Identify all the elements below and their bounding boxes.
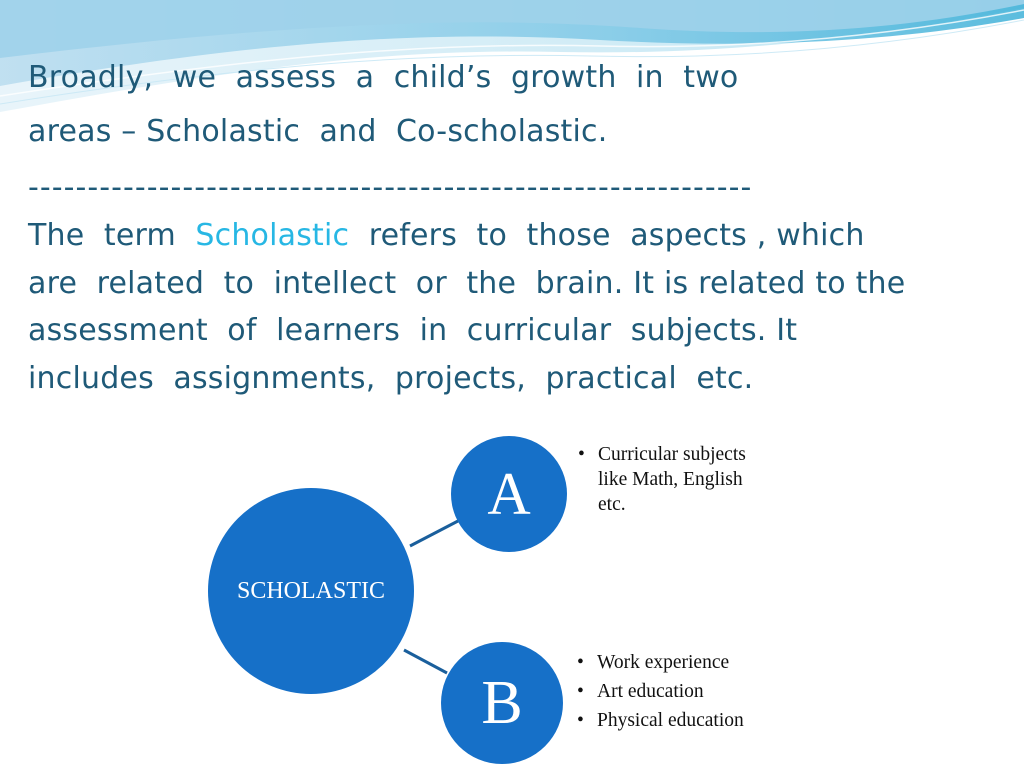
scholastic-circle	[208, 488, 414, 694]
node-b-bullet: • Art education	[575, 679, 795, 704]
connector-to-a	[410, 521, 458, 546]
connector-to-b	[404, 650, 447, 673]
node-a-bullet-list	[576, 442, 766, 517]
definition-line-1-start: The term	[28, 218, 196, 253]
node-a-circle	[451, 436, 567, 552]
node-b-bullet: • Physical education	[575, 708, 795, 733]
intro-line-2: areas – Scholastic and Co-scholastic.	[28, 114, 608, 149]
scholastic-circle-label: SCHOLASTIC	[236, 577, 386, 604]
dashed-separator: -------------------------------------------------------------	[28, 170, 753, 205]
definition-line-4: includes assignments, projects, practical etc.	[28, 361, 754, 396]
node-b-letter: B	[481, 668, 523, 737]
node-b-bullet-list	[575, 650, 795, 737]
node-a-letter: A	[487, 460, 531, 527]
scholastic-highlight: Scholastic	[195, 218, 350, 253]
definition-line-1-end: refers to those aspects , which	[349, 218, 865, 253]
definition-line-2: are related to intellect or the brain. It is related to the	[28, 266, 906, 301]
node-a-bullet: • Curricular subjects like Math, English etc.	[576, 442, 766, 517]
node-b-circle	[441, 642, 563, 764]
intro-line-1: Broadly, we assess a child’s growth in two	[28, 60, 739, 95]
definition-line-3: assessment of learners in curricular subjects. It	[28, 313, 798, 348]
node-b-bullet: • Work experience	[575, 650, 795, 675]
